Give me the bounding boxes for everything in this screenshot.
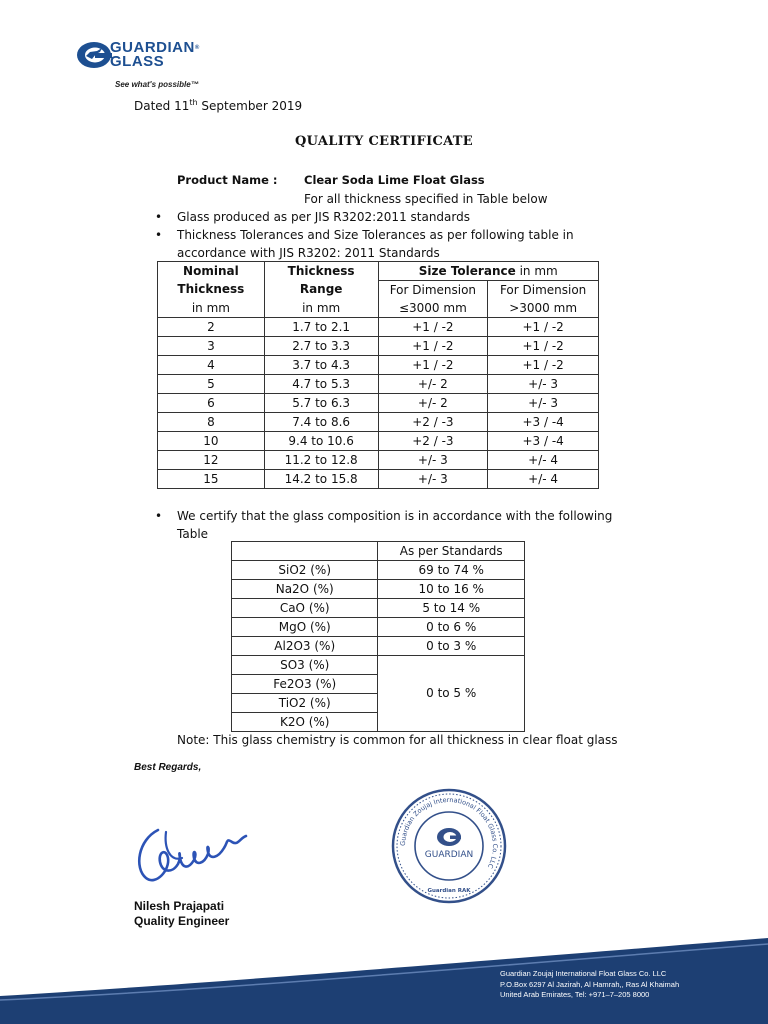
cell: +/- 4 xyxy=(488,451,599,470)
cell: 12 xyxy=(158,451,265,470)
product-name-label: Product Name : xyxy=(177,173,278,187)
note: Note: This glass chemistry is common for all thickness in clear float glass xyxy=(177,733,618,747)
cell: 69 to 74 % xyxy=(378,561,525,580)
table-header-row xyxy=(158,262,599,281)
cell: +2 / -3 xyxy=(378,432,488,451)
composition-table xyxy=(231,541,525,732)
cell: 4 xyxy=(158,356,265,375)
cell: +3 / -4 xyxy=(488,432,599,451)
bullet-icon: • xyxy=(155,228,163,242)
cell: 2.7 to 3.3 xyxy=(264,337,378,356)
cell: +/- 2 xyxy=(378,375,488,394)
table-row xyxy=(232,637,525,656)
header-dim1: ≤3000 mm xyxy=(378,299,488,318)
product-subtitle: For all thickness specified in Table below xyxy=(304,192,548,206)
group-value-cell: 0 to 5 % xyxy=(378,656,525,732)
seal-bottom-text: Guardian RAK xyxy=(427,888,471,894)
table-row xyxy=(158,413,599,432)
cell: 10 to 16 % xyxy=(378,580,525,599)
cell: +1 / -2 xyxy=(488,356,599,375)
signer-block xyxy=(134,899,229,929)
cell: +/- 3 xyxy=(488,375,599,394)
cell: SiO2 (%) xyxy=(232,561,378,580)
table-header-row xyxy=(232,542,525,561)
signer-role: Quality Engineer xyxy=(134,914,230,928)
header-range: in mm xyxy=(264,299,378,318)
header-nominal: in mm xyxy=(158,299,265,318)
seal-text: GUARDIAN xyxy=(424,850,474,860)
header-nominal: Thickness xyxy=(158,281,265,300)
company-seal-icon xyxy=(390,787,508,905)
cell: 10 xyxy=(158,432,265,451)
table-row xyxy=(158,451,599,470)
cell: 11.2 to 12.8 xyxy=(264,451,378,470)
cell: Fe2O3 (%) xyxy=(232,675,378,694)
cell: Na2O (%) xyxy=(232,580,378,599)
header-dim1: For Dimension xyxy=(378,281,488,300)
cell: CaO (%) xyxy=(232,599,378,618)
cell: +/- 4 xyxy=(488,470,599,489)
cell: +/- 3 xyxy=(488,394,599,413)
table-row xyxy=(158,470,599,489)
table-row xyxy=(232,561,525,580)
cell: 0 to 6 % xyxy=(378,618,525,637)
cell: +/- 3 xyxy=(378,470,488,489)
cell: MgO (%) xyxy=(232,618,378,637)
cell: +/- 2 xyxy=(378,394,488,413)
cell: K2O (%) xyxy=(232,713,378,732)
table-row xyxy=(158,337,599,356)
header-dim2: For Dimension xyxy=(488,281,599,300)
cell: TiO2 (%) xyxy=(232,694,378,713)
cell: 5 xyxy=(158,375,265,394)
table-row xyxy=(232,618,525,637)
seal-ring-text: Guardian Zoujaj International Float Glass Co. LLC xyxy=(398,795,500,870)
date-line: Dated 11th September 2019 xyxy=(134,98,303,113)
bullet-icon: • xyxy=(155,509,163,523)
cell: 7.4 to 8.6 xyxy=(264,413,378,432)
header-nominal: Nominal xyxy=(158,262,265,281)
cell: 5.7 to 6.3 xyxy=(264,394,378,413)
regards: Best Regards, xyxy=(134,762,202,773)
tolerance-table xyxy=(157,261,599,489)
header-range: Range xyxy=(264,281,378,300)
cell: SO3 (%) xyxy=(232,656,378,675)
cell xyxy=(232,542,378,561)
table-row xyxy=(158,375,599,394)
table-header-row xyxy=(158,281,599,300)
tagline: See what's possible™ xyxy=(115,80,199,89)
table-row xyxy=(158,318,599,337)
page-title: QUALITY CERTIFICATE xyxy=(295,134,473,149)
cell: 0 to 3 % xyxy=(378,637,525,656)
cell: 9.4 to 10.6 xyxy=(264,432,378,451)
cell: 3.7 to 4.3 xyxy=(264,356,378,375)
product-name-value: Clear Soda Lime Float Glass xyxy=(304,173,485,187)
brand-name: GUARDIAN® GLASS xyxy=(110,39,200,70)
cell: +2 / -3 xyxy=(378,413,488,432)
header-range: Thickness xyxy=(264,262,378,281)
table-row xyxy=(232,656,525,675)
footer-address: Guardian Zoujaj International Float Glass Co. LLC P.O.Box 6297 Al Jazirah, Al Hamrah,, Ras Al Khaimah United Arab Emirates, Tel: +971–7–205 8000 xyxy=(500,969,680,999)
cell: 2 xyxy=(158,318,265,337)
cell: 15 xyxy=(158,470,265,489)
header-dim2: >3000 mm xyxy=(488,299,599,318)
table-row xyxy=(232,580,525,599)
table-row xyxy=(158,432,599,451)
bullet-jis-standard: • Glass produced as per JIS R3202:2011 standards xyxy=(155,210,470,224)
table-row xyxy=(158,394,599,413)
table-row xyxy=(158,356,599,375)
header-size-tolerance: Size Tolerance in mm xyxy=(378,262,599,281)
cell: 14.2 to 15.8 xyxy=(264,470,378,489)
cell: 8 xyxy=(158,413,265,432)
cell: +1 / -2 xyxy=(488,318,599,337)
cell: +1 / -2 xyxy=(378,356,488,375)
cell: 5 to 14 % xyxy=(378,599,525,618)
cell: Al2O3 (%) xyxy=(232,637,378,656)
signer-name: Nilesh Prajapati xyxy=(134,899,225,913)
cell: 6 xyxy=(158,394,265,413)
cell: 1.7 to 2.1 xyxy=(264,318,378,337)
cell: 3 xyxy=(158,337,265,356)
cell: +3 / -4 xyxy=(488,413,599,432)
header-standards: As per Standards xyxy=(378,542,525,561)
cell: 4.7 to 5.3 xyxy=(264,375,378,394)
bullet-tolerances: • Thickness Tolerances and Size Tolerances as per following table in accordance with JIS R3202: 2011 Standards xyxy=(155,228,574,260)
cell: +1 / -2 xyxy=(488,337,599,356)
signature-icon xyxy=(128,818,258,898)
cell: +1 / -2 xyxy=(378,318,488,337)
cell: +/- 3 xyxy=(378,451,488,470)
cell: +1 / -2 xyxy=(378,337,488,356)
bullet-composition: • We certify that the glass composition is in accordance with the following Table xyxy=(155,509,613,541)
bullet-icon: • xyxy=(155,210,163,224)
table-row xyxy=(232,599,525,618)
table-header-row xyxy=(158,299,599,318)
